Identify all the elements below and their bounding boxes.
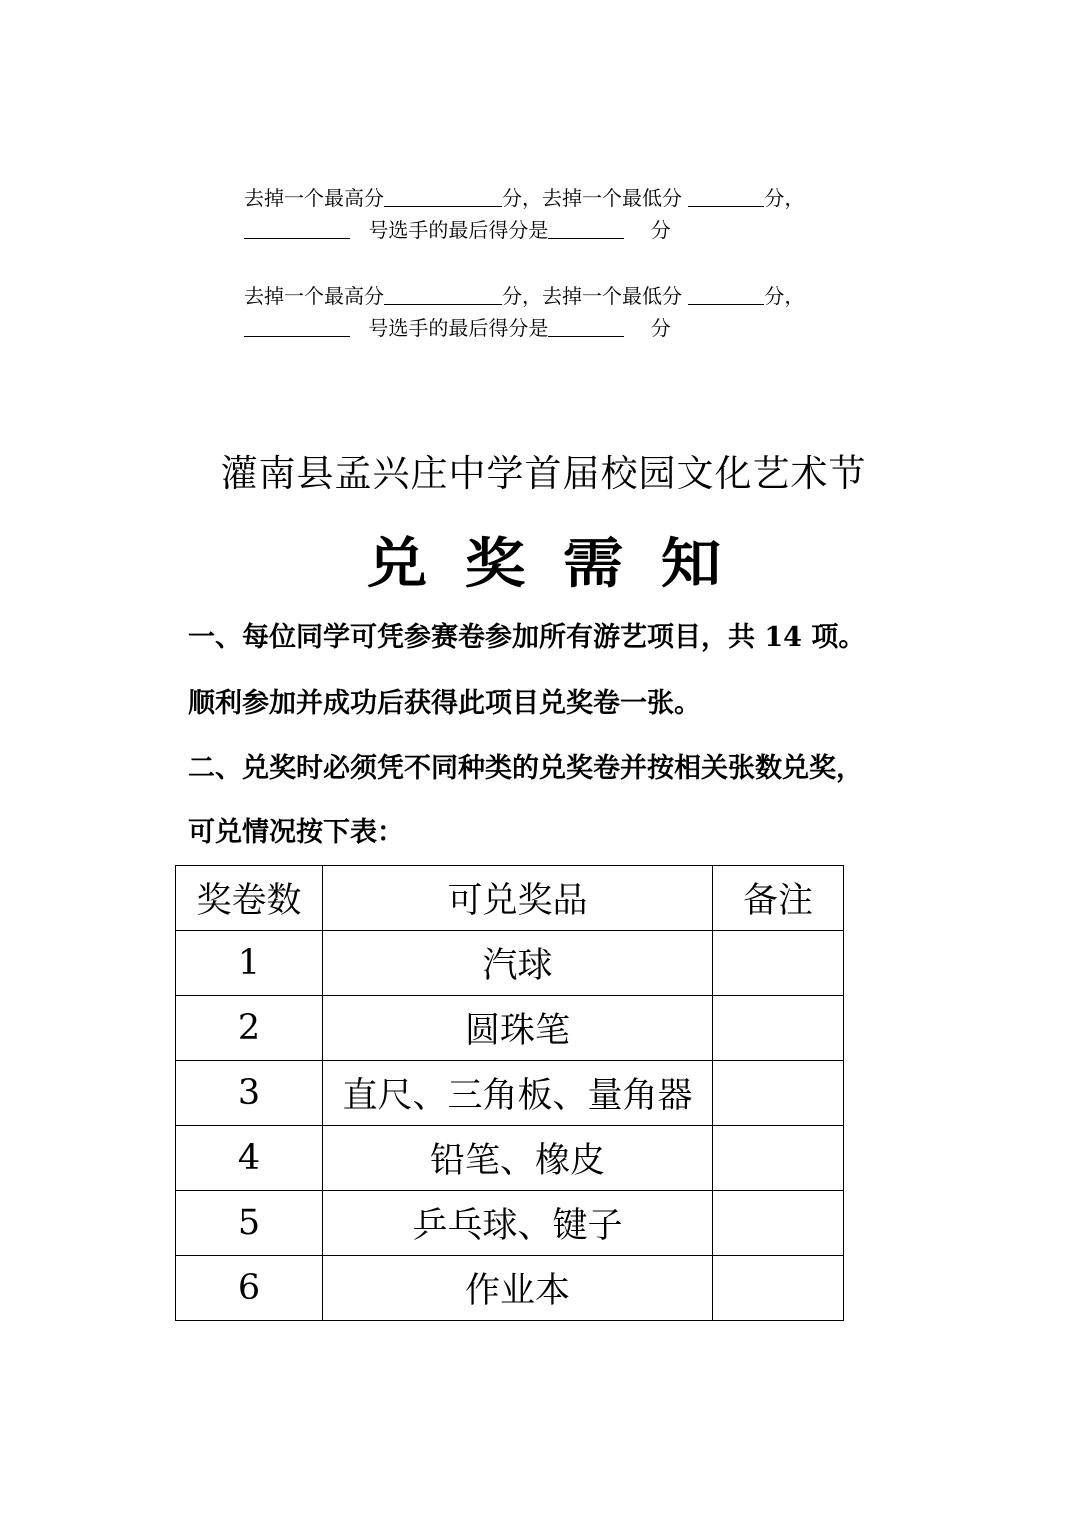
score-label-unit: 分: [650, 316, 671, 340]
cell-count: 6: [176, 1256, 323, 1321]
cell-count: 3: [176, 1061, 323, 1126]
score-label-highest: 去掉一个最高分: [244, 186, 384, 210]
score-label-comma: 分，: [764, 186, 805, 210]
header-prize: 可兑奖品: [323, 866, 713, 931]
cell-prize: 作业本: [323, 1256, 713, 1321]
cell-prize: 直尺、三角板、量角器: [323, 1061, 713, 1126]
header-ticket-count: 奖卷数: [176, 866, 323, 931]
table-row: [176, 1256, 844, 1321]
cell-count: 5: [176, 1191, 323, 1256]
score-line-1b: [244, 218, 671, 242]
header-notes: 备注: [713, 866, 844, 931]
blank-player-number[interactable]: [244, 316, 350, 337]
score-label-lowest: 分，去掉一个最低分: [502, 284, 682, 308]
cell-count: 4: [176, 1126, 323, 1191]
rule-line-2: 顺利参加并成功后获得此项目兑奖卷一张。: [188, 688, 701, 719]
cell-prize: 圆珠笔: [323, 996, 713, 1061]
rule-line-4: 可兑情况按下表：: [188, 817, 404, 848]
cell-count: 1: [176, 931, 323, 996]
cell-note: [713, 1126, 844, 1191]
cell-note: [713, 931, 844, 996]
title-char: 奖: [464, 531, 525, 595]
table-header-row: [176, 866, 844, 931]
cell-note: [713, 996, 844, 1061]
score-line-1a: [244, 186, 804, 210]
cell-note: [713, 1191, 844, 1256]
cell-note: [713, 1061, 844, 1126]
score-label-highest: 去掉一个最高分: [244, 284, 384, 308]
prize-table: [175, 865, 844, 1321]
blank-lowest-score[interactable]: [688, 186, 764, 207]
score-label-lowest: 分，去掉一个最低分: [502, 186, 682, 210]
table-row: [176, 1126, 844, 1191]
table-row: [176, 1191, 844, 1256]
rule-line-1: 一、每位同学可凭参赛卷参加所有游艺项目，共 14 项。: [188, 622, 866, 653]
blank-highest-score[interactable]: [384, 186, 502, 207]
score-line-2b: [244, 316, 671, 340]
rule-line-3: 二、兑奖时必须凭不同种类的兑奖卷并按相关张数兑奖，: [188, 753, 863, 784]
blank-lowest-score[interactable]: [688, 284, 764, 305]
score-line-2a: [244, 284, 804, 308]
blank-final-score[interactable]: [548, 316, 624, 337]
cell-note: [713, 1256, 844, 1321]
title-char: 需: [562, 531, 623, 595]
score-label-final: 号选手的最后得分是: [368, 316, 549, 340]
blank-final-score[interactable]: [548, 218, 624, 239]
cell-prize: 汽球: [323, 931, 713, 996]
blank-player-number[interactable]: [244, 218, 350, 239]
score-label-unit: 分: [650, 218, 671, 242]
page-title: [0, 528, 1087, 598]
event-subtitle: 灌南县孟兴庄中学首届校园文化艺术节: [220, 452, 867, 495]
table-row: [176, 931, 844, 996]
score-label-final: 号选手的最后得分是: [368, 218, 549, 242]
table-row: [176, 1061, 844, 1126]
blank-highest-score[interactable]: [384, 284, 502, 305]
title-char: 兑: [366, 531, 427, 595]
score-label-comma: 分，: [764, 284, 805, 308]
title-char: 知: [660, 531, 721, 595]
cell-prize: 铅笔、橡皮: [323, 1126, 713, 1191]
cell-count: 2: [176, 996, 323, 1061]
cell-prize: 乒乓球、键子: [323, 1191, 713, 1256]
table-row: [176, 996, 844, 1061]
